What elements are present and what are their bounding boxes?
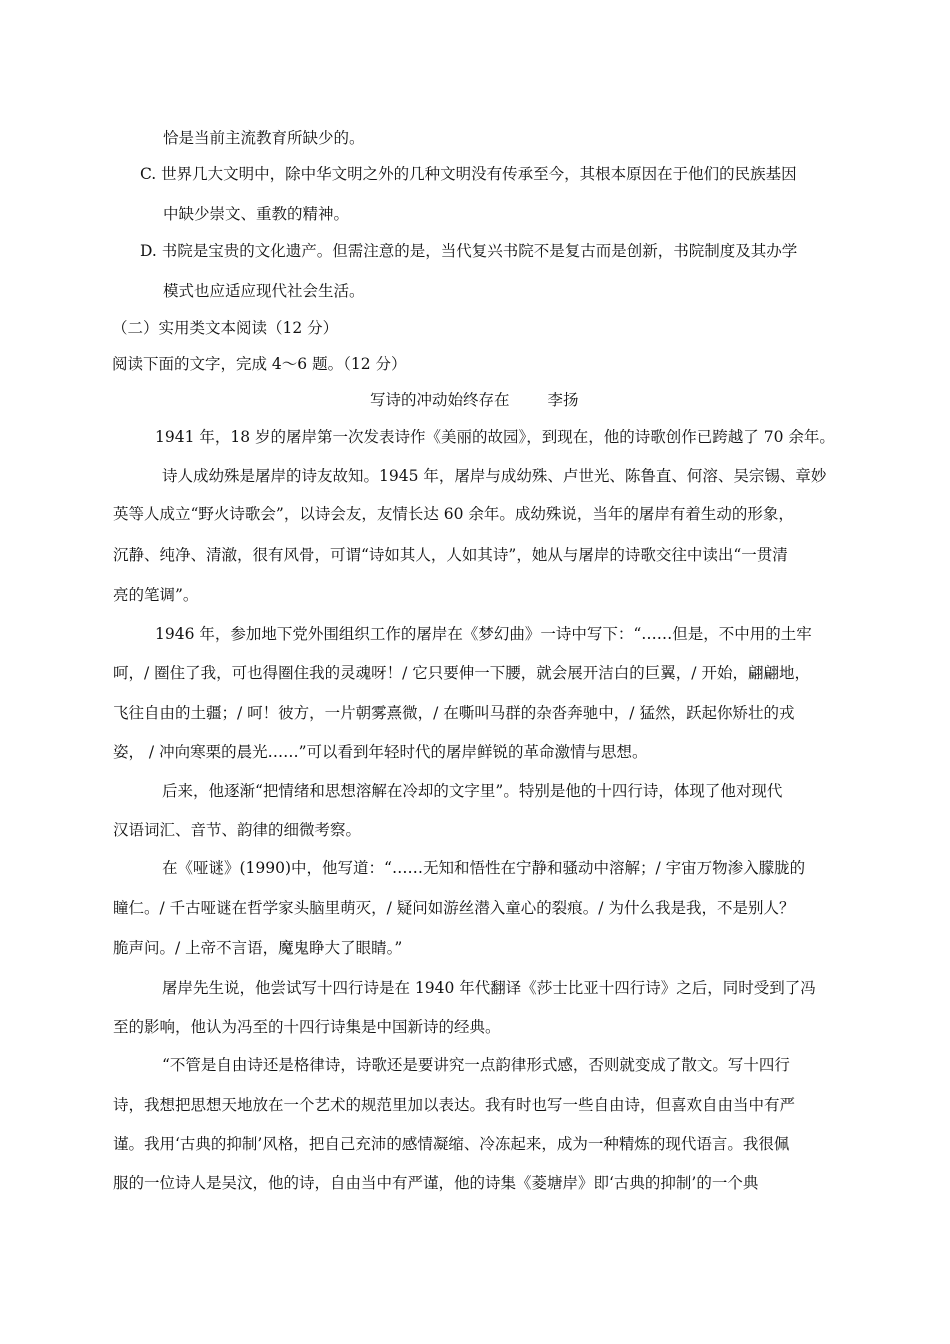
section-instruction: 阅读下面的文字，完成 4～6 题。（12 分） [112, 355, 407, 373]
section-heading: （二）实用类文本阅读（12 分） [112, 319, 339, 337]
article-line: 诗人成幼殊是屠岸的诗友故知。1945 年，屠岸与成幼殊、卢世光、陈鲁直、何溶、吴宗锡、章妙 [162, 467, 827, 485]
article-line: 汉语词汇、音节、韵律的细微考察。 [113, 821, 362, 839]
article-line: 诗，我想把思想天地放在一个艺术的规范里加以表达。我有时也写一些自由诗，但喜欢自由当中有严 [113, 1096, 796, 1114]
article-line: 服的一位诗人是吴汶，他的诗，自由当中有严谨，他的诗集《菱塘岸》即‘古典的抑制’的一个典 [113, 1174, 759, 1192]
article-line: “不管是自由诗还是格律诗，诗歌还是要讲究一点韵律形式感，否则就变成了散文。写十四行 [162, 1056, 790, 1074]
article-line: 1941 年，18 岁的屠岸第一次发表诗作《美丽的故园》，到现在，他的诗歌创作已跨越了 70 余年。 [155, 428, 835, 446]
option-b-continuation: 恰是当前主流教育所缺少的。 [163, 129, 365, 147]
option-d-line-1: D. 书院是宝贵的文化遗产。但需注意的是，当代复兴书院不是复古而是创新，书院制度及其办学 [140, 242, 798, 260]
article-line: 飞往自由的土疆；/ 呵！彼方，一片朝雾熹微，/ 在嘶叫马群的杂沓奔驰中，/ 猛然，跃起你矫壮的戎 [113, 704, 795, 722]
option-c-line-1: C. 世界几大文明中，除中华文明之外的几种文明没有传承至今，其根本原因在于他们的民族基因 [140, 165, 797, 183]
article-title: 写诗的冲动始终存在 [370, 391, 510, 409]
article-line: 英等人成立“野火诗歌会”，以诗会友，友情长达 60 余年。成幼殊说，当年的屠岸有着生动的形象， [113, 505, 794, 523]
article-line: 亮的笔调”。 [113, 586, 199, 604]
article-line: 在《哑谜》(1990)中，他写道：“……无知和悟性在宁静和骚动中溶解；/ 宇宙万物渗入朦胧的 [162, 859, 806, 877]
article-line: 沉静、纯净、清澈，很有风骨，可谓“诗如其人，人如其诗”，她从与屠岸的诗歌交往中读出“一贯清 [113, 546, 788, 564]
article-title-block [370, 390, 579, 410]
article-line: 姿， / 冲向寒栗的晨光……”可以看到年轻时代的屠岸鲜锐的革命激情与思想。 [113, 743, 648, 761]
article-line: 谨。我用‘古典的抑制’风格，把自己充沛的感情凝缩、冷冻起来，成为一种精炼的现代语言。我很佩 [113, 1135, 790, 1153]
option-c-line-2: 中缺少崇文、重教的精神。 [163, 205, 350, 223]
article-author: 李扬 [547, 391, 579, 409]
article-line: 屠岸先生说，他尝试写十四行诗是在 1940 年代翻译《莎士比亚十四行诗》之后，同时受到了冯 [162, 979, 816, 997]
article-line: 至的影响，他认为冯至的十四行诗集是中国新诗的经典。 [113, 1018, 501, 1036]
article-line: 瞳仁。/ 千古哑谜在哲学家头脑里萌灭，/ 疑问如游丝潜入童心的裂痕。/ 为什么我是我，不是别人？ [113, 899, 795, 917]
article-line: 脆声问。/ 上帝不言语，魔鬼睁大了眼睛。” [113, 939, 403, 957]
article-line: 后来，他逐渐“把情绪和思想溶解在冷却的文字里”。特别是他的十四行诗，体现了他对现代 [162, 782, 783, 800]
article-line: 呵，/ 圈住了我，可也得圈住我的灵魂呀！/ 它只要伸一下腰，就会展开洁白的巨翼，/ 开始，翩翩地， [113, 664, 810, 682]
option-d-line-2: 模式也应适应现代社会生活。 [163, 282, 365, 300]
article-line: 1946 年，参加地下党外围组织工作的屠岸在《梦幻曲》一诗中写下：“……但是，不中用的土牢 [155, 625, 812, 643]
